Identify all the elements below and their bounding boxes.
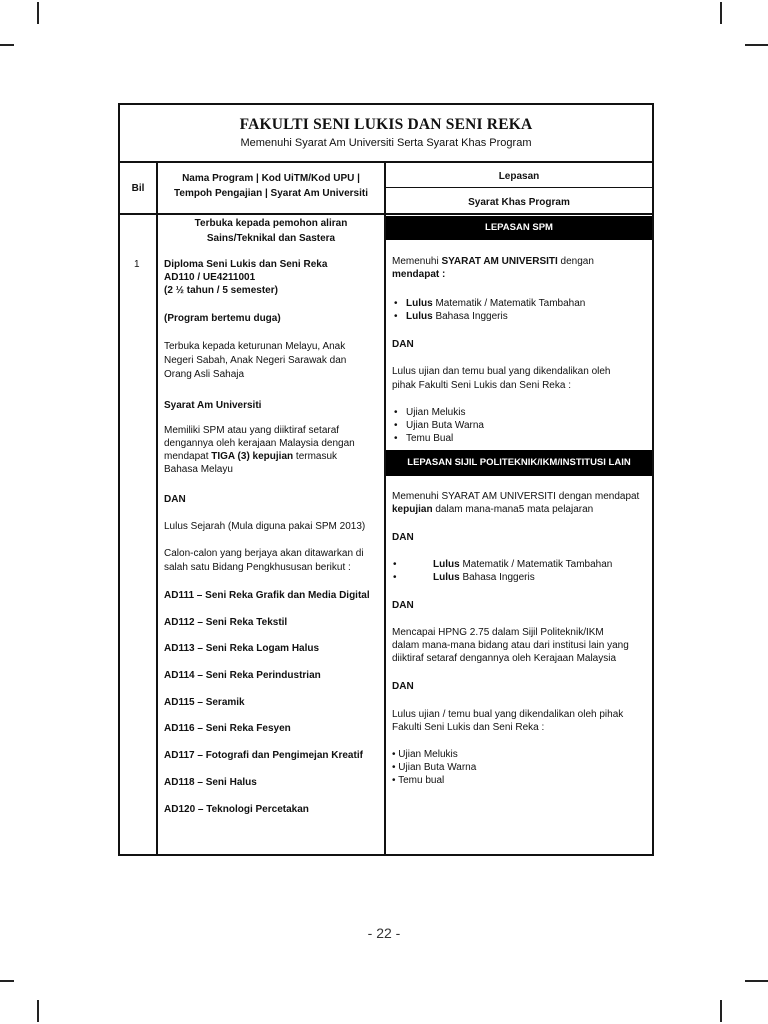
column-header-syarat-khas: Syarat Khas Program — [468, 197, 570, 208]
specialization-item: AD120 – Teknologi Percetakan — [164, 803, 309, 815]
column-header-program — [158, 172, 384, 200]
specialization-item: AD113 – Seni Reka Logam Halus — [164, 643, 320, 655]
crop-mark — [0, 44, 14, 46]
spm-test-list — [392, 406, 648, 445]
spm-requirement-line: Memiliki SPM atau yang diiktiraf setaraf — [164, 425, 340, 436]
eligibility-line: Negeri Sabah, Anak Negeri Sarawak dan — [164, 355, 347, 366]
eligibility-line: Terbuka kepada keturunan Melayu, Anak — [164, 341, 346, 352]
hpng-line: diiktiraf setaraf dengannya oleh Kerajaan Malaysia — [392, 653, 617, 664]
lulus-subject: Matematik / Matematik Tambahan — [432, 298, 586, 309]
crop-mark — [720, 1000, 722, 1022]
lulus-label: Lulus — [433, 572, 460, 583]
politeknik-lulus-item — [392, 558, 650, 571]
spm-test-item: • Ujian Melukis — [392, 406, 648, 419]
calon-line: salah satu Bidang Pengkhususan berikut : — [164, 562, 351, 573]
requirements-table — [118, 103, 654, 856]
politeknik-lulus-item — [392, 571, 650, 584]
spm-intro-text: Memenuhi — [392, 256, 442, 267]
spm-requirement — [164, 424, 379, 476]
spm-intro-line: mendapat : — [392, 269, 446, 280]
eligibility-text — [164, 340, 379, 382]
lepasan-divider — [385, 187, 652, 188]
politeknik-intro-line — [392, 503, 650, 516]
specialization-item: AD117 – Fotografi dan Pengimejan Kreatif — [164, 750, 363, 762]
spm-test-item: • Temu Bual — [392, 432, 648, 445]
crop-mark — [0, 980, 14, 982]
spm-intro — [392, 255, 648, 281]
lulus-subject: Bahasa Inggeris — [432, 311, 508, 322]
program-info — [164, 258, 379, 297]
lepasan-politeknik-bar: LEPASAN SIJIL POLITEKNIK/IKM/INSTITUSI LAIN — [386, 450, 652, 476]
crop-mark — [745, 980, 768, 982]
specialization-item: AD114 – Seni Reka Perindustrian — [164, 670, 321, 682]
syarat-am-heading: Syarat Am Universiti — [164, 400, 262, 411]
hpng-line: Mencapai HPNG 2.75 dalam Sijil Politeknik/IKM — [392, 627, 604, 638]
spm-requirement-line: Bahasa Melayu — [164, 464, 233, 475]
crop-mark — [37, 2, 39, 24]
politeknik-test-item: • Ujian Buta Warna — [392, 762, 477, 773]
program-name: Diploma Seni Lukis dan Seni Reka — [164, 259, 328, 270]
program-header-line: Tempoh Pengajian | Syarat Am Universiti — [174, 188, 368, 199]
specialization-item: AD116 – Seni Reka Fesyen — [164, 723, 291, 735]
program-code: AD110 / UE4211001 — [164, 272, 256, 283]
spm-test-item: • Ujian Buta Warna — [392, 419, 648, 432]
spm-text: termasuk — [293, 451, 338, 462]
politeknik-intro-line: Memenuhi SYARAT AM UNIVERSITI dengan mendapat — [392, 491, 640, 502]
faculty-title: FAKULTI SENI LUKIS DAN SENI REKA — [239, 116, 533, 133]
bullet-icon: • — [393, 572, 397, 583]
spm-kepujian: TIGA (3) kepujian — [211, 451, 294, 462]
column-header-bil: Bil — [131, 183, 145, 194]
bullet-icon: • — [393, 559, 397, 570]
spm-requirement-line — [164, 450, 379, 463]
program-header-line: Nama Program | Kod UiTM/Kod UPU | — [182, 173, 360, 184]
lepasan-spm-bar: LEPASAN SPM — [386, 216, 652, 240]
column-header-lepasan: Lepasan — [498, 171, 540, 182]
politeknik-intro — [392, 490, 650, 516]
spm-ujian-text — [392, 365, 648, 393]
spm-requirement-line: dengannya oleh kerajaan Malaysia dengan — [164, 438, 355, 449]
spm-lulus-item — [392, 297, 648, 310]
spm-lulus-item — [392, 310, 648, 323]
politeknik-test-item: • Temu bual — [392, 775, 445, 786]
lulus-label: Lulus — [406, 298, 433, 309]
crop-mark — [37, 1000, 39, 1022]
program-note: (Program bertemu duga) — [164, 313, 281, 324]
politeknik-dan-label: DAN — [392, 600, 414, 611]
politeknik-lulus-list — [392, 558, 650, 584]
eligibility-line: Orang Asli Sahaja — [164, 369, 245, 380]
calon-text — [164, 547, 379, 575]
specialization-item: AD118 – Seni Halus — [164, 776, 257, 788]
politeknik-hpng-text — [392, 626, 650, 665]
dan-label: DAN — [164, 494, 186, 505]
sejarah-requirement: Lulus Sejarah (Mula diguna pakai SPM 2013) — [164, 521, 366, 532]
politeknik-intro-text: dalam mana-mana5 mata pelajaran — [432, 504, 594, 515]
politeknik-test-list — [392, 748, 650, 787]
specialization-item: AD111 – Seni Reka Grafik dan Media Digital — [164, 590, 370, 601]
header-divider — [120, 213, 652, 215]
politeknik-test-item: • Ujian Melukis — [392, 749, 458, 760]
politeknik-kepujian: kepujian — [392, 504, 433, 515]
lulus-label: Lulus — [433, 559, 460, 570]
spm-intro-text: dengan — [557, 256, 594, 267]
spm-ujian-line: Lulus ujian dan temu bual yang dikendalikan oleh — [392, 366, 611, 377]
crop-mark — [745, 44, 768, 46]
stream-note-line: Terbuka kepada pemohon aliran — [194, 218, 348, 229]
crop-mark — [720, 2, 722, 24]
stream-note-line: Sains/Teknikal dan Sastera — [206, 233, 336, 244]
faculty-subtitle: Memenuhi Syarat Am Universiti Serta Syarat Khas Program — [240, 137, 532, 149]
spm-ujian-line: pihak Fakulti Seni Lukis dan Seni Reka : — [392, 380, 571, 391]
table-title-row — [120, 105, 652, 163]
spm-dan-label: DAN — [392, 339, 414, 350]
lulus-subject: Bahasa Inggeris — [459, 572, 535, 583]
calon-line: Calon-calon yang berjaya akan ditawarkan di — [164, 548, 364, 559]
program-duration: (2 ½ tahun / 5 semester) — [164, 285, 278, 296]
specialization-item: AD112 – Seni Reka Tekstil — [164, 616, 288, 628]
row-number: 1 — [134, 259, 140, 270]
spm-intro-line — [392, 255, 648, 268]
page-number: - 22 - — [367, 925, 401, 941]
column-divider — [156, 161, 158, 856]
stream-note — [158, 217, 384, 245]
column-divider — [384, 161, 386, 856]
spm-text: mendapat — [164, 451, 212, 462]
politeknik-ujian-text — [392, 708, 650, 734]
politeknik-ujian-line: Fakulti Seni Lukis dan Seni Reka : — [392, 722, 545, 733]
lulus-subject: Matematik / Matematik Tambahan — [459, 559, 613, 570]
spm-lulus-list — [392, 297, 648, 323]
politeknik-ujian-line: Lulus ujian / temu bual yang dikendalikan oleh pihak — [392, 709, 624, 720]
politeknik-dan-label: DAN — [392, 532, 414, 543]
specialization-item: AD115 – Seramik — [164, 696, 245, 708]
spm-syarat-am: SYARAT AM UNIVERSITI — [441, 256, 558, 267]
politeknik-dan-label: DAN — [392, 681, 414, 692]
lulus-label: Lulus — [406, 311, 433, 322]
specialization-list — [164, 589, 382, 829]
hpng-line: dalam mana-mana bidang atau dari institusi lain yang — [392, 640, 629, 651]
